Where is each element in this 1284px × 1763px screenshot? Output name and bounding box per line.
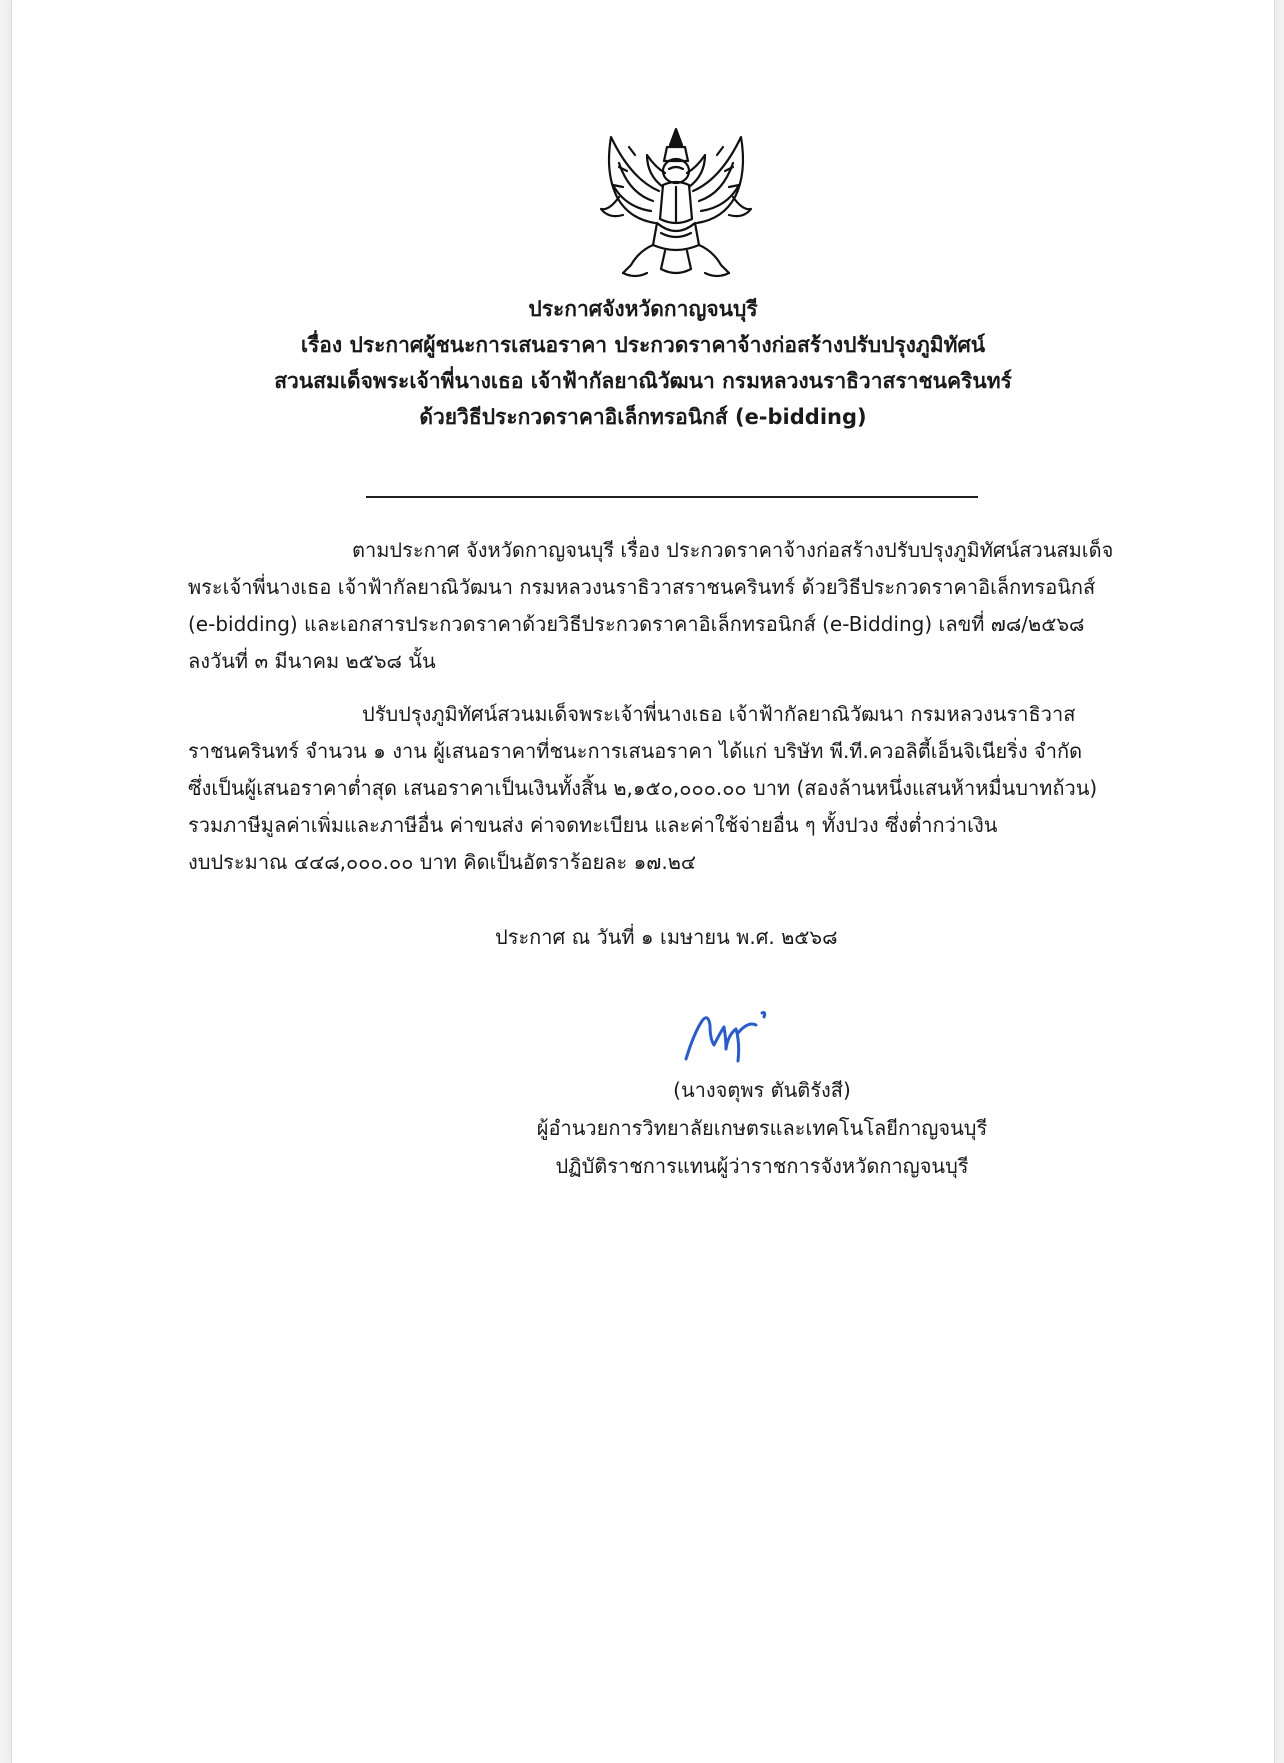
paragraph-line: ปรับปรุงภูมิทัศน์สวนมเด็จพระเจ้าพี่นางเธอ เจ้าฟ้ากัลยาณิวัฒนา กรมหลวงนราธิวาส — [362, 702, 1076, 726]
paragraph-line: ซึ่งเป็นผู้เสนอราคาต่ำสุด เสนอราคาเป็นเงินทั้งสิ้น ๒,๑๕๐,๐๐๐.๐๐ บาท (สองล้านหนึ่งแสนห้าหมื่นบาทถ้วน) — [188, 776, 1098, 800]
paragraph-reference — [188, 532, 1164, 680]
heading-divider — [366, 496, 978, 498]
signer-name: (นางจตุพร ตันติรังสี) — [673, 1078, 851, 1102]
paragraph-award — [188, 696, 1164, 881]
paragraph-line: ลงวันที่ ๓ มีนาคม ๒๕๖๘ นั้น — [188, 649, 436, 673]
paragraph-line: ราชนครินทร์ จำนวน ๑ งาน ผู้เสนอราคาที่ชนะการเสนอราคา ได้แก่ บริษัท พี.ที.ควอลิตี้เอ็นจิเนียริ่ง จำกัด — [188, 739, 1083, 763]
announcement-date: ประกาศ ณ วันที่ ๑ เมษายน พ.ศ. ๒๕๖๘ — [495, 925, 838, 949]
paragraph-line: ตามประกาศ จังหวัดกาญจนบุรี เรื่อง ประกวดราคาจ้างก่อสร้างปรับปรุงภูมิทัศน์สวนสมเด็จ — [352, 538, 1114, 562]
announcement-title: ประกาศจังหวัดกาญจนบุรี — [528, 297, 758, 321]
paragraph-line: งบประมาณ ๔๔๘,๐๐๐.๐๐ บาท คิดเป็นอัตราร้อยละ ๑๗.๒๔ — [188, 850, 697, 874]
handwritten-signature-icon — [680, 1003, 772, 1069]
signer-block — [472, 1071, 1052, 1185]
announcement-subject-line2: สวนสมเด็จพระเจ้าพี่นางเธอ เจ้าฟ้ากัลยาณิวัฒนา กรมหลวงนราธิวาสราชนครินทร์ — [274, 369, 1012, 393]
signer-acting-role: ปฏิบัติราชการแทนผู้ว่าราชการจังหวัดกาญจนบุรี — [555, 1154, 969, 1178]
paragraph-line: พระเจ้าพี่นางเธอ เจ้าฟ้ากัลยาณิวัฒนา กรมหลวงนราธิวาสราชนครินทร์ ด้วยวิธีประกวดราคาอิเล็กทรอนิกส์ — [188, 575, 1096, 599]
signer-position: ผู้อำนวยการวิทยาลัยเกษตรและเทคโนโลยีกาญจนบุรี — [536, 1116, 988, 1140]
paragraph-line: รวมภาษีมูลค่าเพิ่มและภาษีอื่น ค่าขนส่ง ค่าจดทะเบียน และค่าใช้จ่ายอื่น ๆ ทั้งปวง ซึ่งต่ำกว่าเงิน — [188, 813, 998, 837]
garuda-emblem-icon — [595, 127, 757, 282]
announcement-subject: เรื่อง ประกาศผู้ชนะการเสนอราคา ประกวดราคาจ้างก่อสร้างปรับปรุงภูมิทัศน์ — [300, 333, 986, 357]
paragraph-line: (e-bidding) และเอกสารประกวดราคาด้วยวิธีประกวดราคาอิเล็กทรอนิกส์ (e-Bidding) เลขที่ ๗๘/๒๕๖๘ — [188, 612, 1085, 636]
announcement-subject-line3: ด้วยวิธีประกวดราคาอิเล็กทรอนิกส์ (e-bidding) — [419, 405, 867, 429]
document-page — [12, 0, 1274, 1763]
